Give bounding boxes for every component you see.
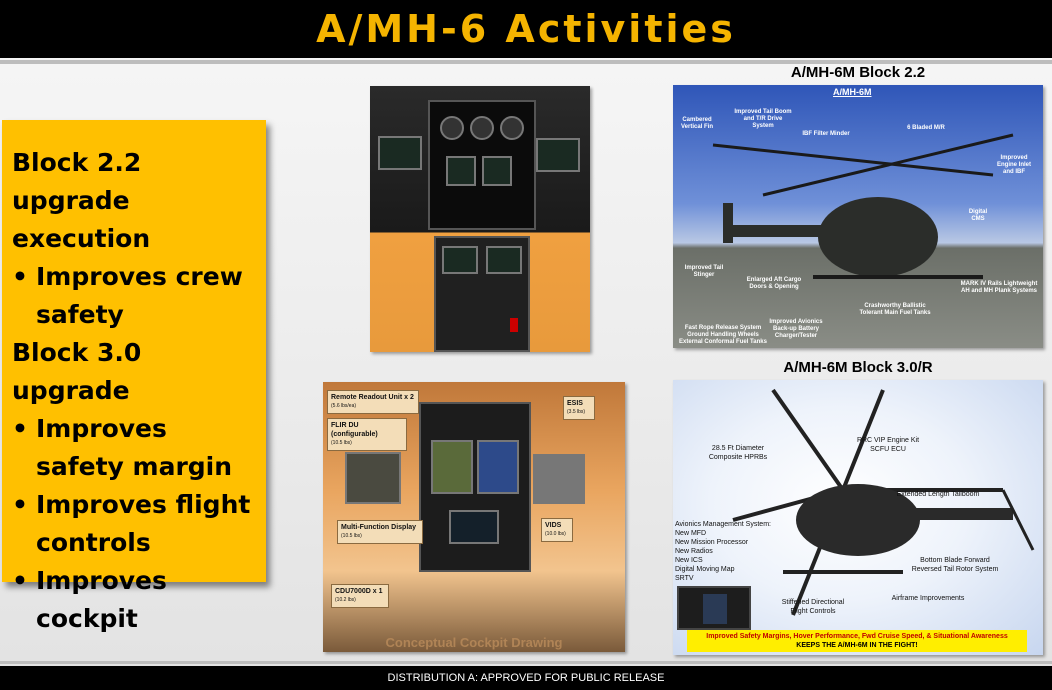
callout-label: VIDS [545,522,562,529]
title-bar [0,0,1052,58]
banner-line-2: KEEPS THE A/MH-6M IN THE FIGHT! [796,642,918,649]
bullet-dot-icon: • [12,414,28,443]
warning-light-icon [510,318,518,332]
drawing-mfd-left [431,440,473,494]
bullet-item [12,410,260,486]
avionics-list [675,520,775,583]
label-tail-boom: Improved Tail Boom and T/R Drive System [734,109,792,129]
bullet-text: Improves cockpit [36,566,167,633]
callout-weight: (10.2 lbs) [335,597,356,603]
drawing-cdu-display [449,510,499,544]
label-6-bladed-mr: 6 Bladed M/R [907,125,945,131]
callout-weight: (10.0 lbs) [545,531,566,537]
center-display [482,156,512,186]
center-display [446,156,476,186]
bullet-heading-block-22: Block 2.2 upgrade execution [12,148,151,253]
callout-label: ESIS [567,400,583,407]
console-display [486,246,522,274]
label-fuel-tanks: Crashworthy Ballistic Tolerant Main Fuel Tanks [859,303,931,316]
cockpit-photo [370,86,590,352]
distribution-statement: DISTRIBUTION A: APPROVED FOR PUBLIC RELEASE [387,672,665,684]
label-aft-cargo-doors: Enlarged Aft Cargo Doors & Opening [746,277,802,290]
bullet-heading-block-30: Block 3.0 upgrade [12,338,142,405]
callout-flir-du [327,418,407,451]
block30-helicopter-photo [673,380,1043,655]
bullet-text: Improves crew safety [36,262,243,329]
gauge-icon [500,116,524,140]
label-tail-stinger: Improved Tail Stinger [684,265,724,278]
label-hprbs: 28.5 Ft Diameter Composite HPRBs [708,445,768,461]
drawing-caption: Conceptual Cockpit Drawing [385,635,563,650]
block22-helicopter-photo [673,85,1043,348]
avionics-item: SRTV [675,575,694,582]
callout-cdu7000d [331,584,389,608]
block22-heading: A/MH-6M Block 2.2 [790,64,926,81]
label-engine-inlet: Improved Engine Inlet and IBF [996,155,1031,175]
bullet-item [12,258,260,334]
avionics-item: New Radios [675,548,713,555]
avionics-inset-photo [677,586,751,630]
label-fast-rope: Fast Rope Release System Ground Handling Wheels External Conformal Fuel Tanks [679,325,767,345]
callout-label: CDU7000D x 1 [335,588,383,595]
callout-vids [541,518,573,542]
callout-label: Multi-Function Display [341,524,417,531]
callout-weight: (3.5 lbs) [567,409,586,415]
label-flight-controls: Stiffened Directional Flight Controls [781,599,845,615]
slide-title: A/MH-6 Activities [316,7,736,51]
callout-esis [563,396,595,420]
drawing-display-right [533,454,585,504]
block30-heading: A/MH-6M Block 3.0/R [783,359,933,376]
block30-banner [687,630,1027,652]
avionics-item: Digital Moving Map [675,566,735,573]
avionics-item: New ICS [675,557,703,564]
label-avionics: Improved Avionics Back-up Battery Charger/Tester [769,319,823,339]
label-airframe: Airframe Improvements [891,595,965,602]
gauge-icon [470,116,494,140]
bullet-item [12,486,260,562]
bullet-text: Improves flight controls [36,490,251,557]
label-digital-cms: Digital CMS [968,209,988,222]
cockpit-drawing [323,382,625,652]
callout-weight: (10.5 lbs) [341,533,362,539]
drawing-display-left [345,452,401,504]
banner-line-1: Improved Safety Margins, Hover Performance, Fwd Cruise Speed, & Situational Awareness [706,633,1008,640]
bullet-dot-icon: • [12,262,28,291]
console-display [442,246,478,274]
bullet-text: Improves safety margin [36,414,233,481]
avionics-item: New Mission Processor [675,539,749,546]
avionics-title: Avionics Management System: [675,521,771,528]
bullet-box [2,120,266,633]
gauge-icon [440,116,464,140]
callout-weight: (10.5 lbs) [331,440,352,446]
drawing-mfd-right [477,440,519,494]
footer-divider [0,661,1052,664]
inset-display [703,594,727,624]
callout-multi-function-display [337,520,423,544]
bullet-dot-icon: • [12,490,28,519]
label-vertical-fin: Cambered Vertical Fin [680,117,713,130]
block22-photo-title: A/MH-6M [833,87,872,97]
side-display-right [536,138,580,172]
label-ibf-filter-minder: IBF Filter Minder [802,131,850,137]
label-tailboom: Extended Length Tailboom [896,491,980,498]
callout-remote-readout [327,390,419,414]
side-display-left [378,136,422,170]
callout-label: Remote Readout Unit x 2 [331,394,414,401]
callout-weight: (5.6 lbs/ea) [331,403,357,409]
label-engine-kit: RRC VIP Engine Kit SCFU ECU [856,437,920,453]
avionics-item: New MFD [675,530,707,537]
label-tail-rotor: Bottom Blade Forward Reversed Tail Rotor System [911,557,999,573]
footer [0,666,1052,690]
bullet-dot-icon: • [12,566,28,595]
label-mark-iv-rails: MARK IV Rails Lightweight AH and MH Plank Systems [960,281,1038,294]
callout-label: FLIR DU (configurable) [331,422,378,438]
bullet-item [12,562,260,638]
